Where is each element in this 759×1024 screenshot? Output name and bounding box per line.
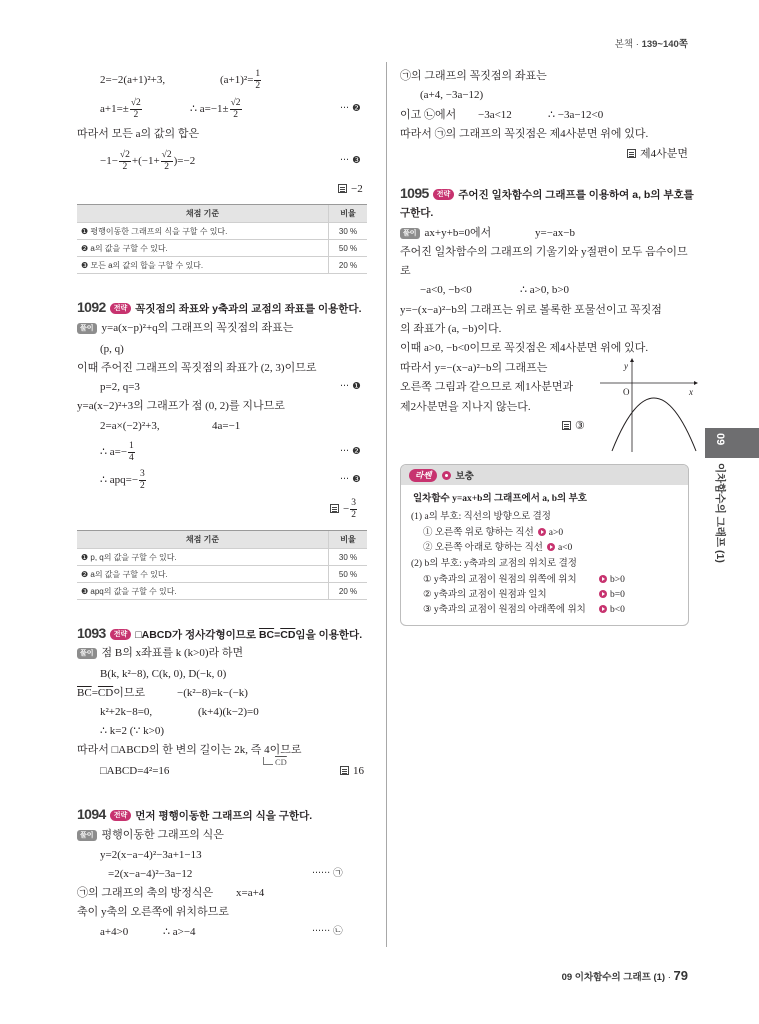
- text-line: 점 B의 x좌표를 k (k>0)라 하면: [101, 647, 244, 659]
- eq-text: (a+1)²=: [220, 74, 254, 86]
- fraction: [161, 150, 173, 173]
- origin-label: O: [623, 387, 630, 397]
- step-marker: ··· ❸: [340, 474, 361, 485]
- segment-bc: $\overline{BC}$: [77, 687, 92, 699]
- denominator: 2: [122, 161, 128, 172]
- criterion-cell: ❸ apq의 값을 구할 수 있다.: [77, 583, 329, 599]
- problem-heading-continued: [400, 203, 433, 222]
- solution-badge: 풀이: [77, 830, 97, 841]
- subitem-result: b<0: [610, 605, 625, 615]
- eq-text: ∴ a=−: [100, 446, 128, 458]
- solution-line: [77, 827, 224, 843]
- eq-line: =2(x−a−4)²−3a−12: [108, 868, 193, 880]
- side-length-2k: 2k: [234, 744, 246, 756]
- numerator: 1: [129, 440, 134, 451]
- text-line: 따라서 모든 a의 값의 합은: [77, 128, 200, 140]
- solution-line: [77, 320, 293, 336]
- column-header-criterion: 채점 기준: [77, 531, 329, 548]
- eq-line: −3a<12: [478, 109, 512, 121]
- fraction: [128, 441, 135, 464]
- arrow-circle-icon: [599, 605, 607, 613]
- text-line: y=a(x−2)²+3의 그래프가 점 (0, 2)를 지나므로: [77, 400, 285, 412]
- denominator: 2: [233, 109, 238, 120]
- eq-line: (k+4)(k−2)=0: [198, 706, 259, 718]
- strategy-text: 주어진 일차함수의 그래프를 이용하여 a, b의 부호를: [458, 189, 694, 201]
- solution-badge: 풀이: [77, 323, 97, 334]
- answer-value: ③: [575, 420, 585, 432]
- eq-line: (a+4, −3a−12): [420, 89, 484, 101]
- denominator: 2: [133, 109, 139, 120]
- table-row: [77, 549, 367, 566]
- chapter-tab-title: 이차함수의 그래프 (1): [714, 463, 726, 563]
- parabola-curve: [612, 398, 696, 451]
- eq-line: ∴ a>0, b>0: [520, 284, 570, 296]
- problem-heading: [77, 298, 361, 318]
- answer-value: 16: [353, 765, 364, 777]
- supplement-item: (2) b의 부호: y축과의 교점의 위치로 결정: [411, 559, 577, 569]
- numerator: √2: [119, 149, 130, 160]
- eq-line: ∴ k=2 (∵ k>0): [100, 725, 164, 737]
- strategy-badge: 전략: [110, 629, 132, 640]
- text-line: ㉠의 그래프의 꼭짓점의 좌표는: [400, 70, 547, 82]
- segment-bc: $\overline{BC}$: [258, 629, 275, 641]
- ratio-cell: 20 %: [338, 586, 358, 596]
- subitem-result: b=0: [610, 590, 625, 600]
- text-line: [77, 742, 301, 758]
- x-axis-label: x: [689, 387, 693, 397]
- text: 따라서 □ABCD의 한 변의 길이는: [77, 744, 235, 756]
- supplement-subitem-result: [595, 573, 625, 587]
- page-reference-label: 본책 ·: [614, 39, 639, 50]
- eq-text: 이므로: [113, 687, 146, 699]
- equation-label: ······ ㉡: [312, 926, 343, 937]
- parabola-graph: [598, 358, 698, 454]
- eq-line: p=2, q=3: [100, 381, 140, 393]
- supplement-subitem-result: [595, 588, 625, 602]
- supplement-subitem-text: ① y축과의 교점이 원점의 위쪽에 위치: [423, 575, 577, 585]
- text-line: 오른쪽 그림과 같으므로 제1사분면과: [400, 381, 574, 393]
- supplement-subitem-text: ③ y축과의 교점이 원점의 아래쪽에 위치: [423, 605, 586, 615]
- bullet-icon: [442, 471, 451, 480]
- y-axis-arrow: [630, 358, 634, 362]
- text-line: y=a(x−p)²+q의 그래프의 꼭짓점의 좌표는: [101, 322, 294, 334]
- ratio-cell: 30 %: [338, 226, 358, 236]
- step-marker: ··· ❶: [340, 381, 361, 392]
- text-line: 이때 a>0, −b<0이므로 꼭짓점은 제4사분면 위에 있다.: [400, 342, 649, 354]
- numerator: 3: [140, 468, 145, 479]
- supplement-title: 보충: [455, 471, 474, 482]
- page-reference: [615, 37, 688, 53]
- ratio-cell: 30 %: [338, 552, 358, 562]
- eq-text: )=−2: [173, 155, 196, 167]
- answer-icon: [330, 504, 339, 513]
- footer-separator: ·: [667, 972, 671, 983]
- answer: [338, 181, 363, 197]
- fraction: [254, 69, 261, 92]
- eq-text: ∴ apq=−: [100, 474, 139, 486]
- text-line: [77, 685, 145, 701]
- text-line: 의 좌표가 (a, −b)이다.: [400, 323, 502, 335]
- page-footer: [562, 967, 688, 987]
- denominator: 4: [129, 452, 134, 463]
- supplement-item: (1) a의 부호: 직선의 방향으로 결정: [411, 512, 551, 522]
- answer-icon: [340, 766, 349, 775]
- eq-line: [190, 96, 243, 122]
- table-row: [77, 566, 367, 583]
- eq-text: ∴ a=−1±: [190, 103, 229, 115]
- arrow-circle-icon: [599, 590, 607, 598]
- answer-value: 제4사분면: [639, 148, 688, 160]
- fraction: [130, 98, 142, 121]
- problem-heading: [77, 624, 362, 644]
- annotation-bracket: [263, 757, 273, 765]
- table-row: [77, 257, 367, 274]
- eq-text: a+1=±: [100, 103, 129, 115]
- arrow-circle-icon: [547, 543, 555, 551]
- answer-sign: −: [343, 503, 350, 515]
- text-line: 제2사분면을 지나지 않는다.: [400, 401, 531, 413]
- eq-line: y=2(x−a−4)²−3a+1−13: [100, 849, 202, 861]
- eq-line: −(k²−8)=k−(−k): [177, 687, 248, 699]
- text: , 즉 4이므로: [245, 744, 302, 756]
- denominator: 2: [140, 480, 145, 491]
- strategy-text: 구한다.: [400, 207, 434, 219]
- answer: [562, 418, 585, 434]
- table-row: [77, 223, 367, 240]
- equation-label: ······ ㉠: [312, 868, 343, 879]
- text-line: y=−(x−a)²−b의 그래프는 위로 볼록한 포물선이고 꼭짓점: [400, 304, 662, 316]
- supplement-header: [401, 465, 688, 485]
- eq-line: x=a+4: [236, 887, 265, 899]
- eq-line: 2=−2(a+1)²+3,: [100, 74, 166, 86]
- eq-line: □ABCD=4²=16: [100, 765, 170, 777]
- eq-line: [100, 96, 143, 122]
- answer-value: −2: [351, 183, 363, 195]
- scoring-table: [77, 530, 367, 600]
- column-header-ratio: 비율: [340, 209, 356, 218]
- numerator: √2: [130, 97, 141, 108]
- eq-line: k²+2k−8=0,: [100, 706, 153, 718]
- eq-line: [100, 148, 195, 174]
- step-marker: ··· ❷: [340, 446, 361, 457]
- text-line: 주어진 일차함수의 그래프의 기울기와 y절편이 모두 음수이므: [400, 246, 688, 258]
- answer: [340, 763, 364, 779]
- x-axis-arrow: [694, 381, 698, 385]
- supplement-subitem: [423, 541, 572, 555]
- table-row: [77, 583, 367, 600]
- ratio-cell: 50 %: [338, 243, 358, 253]
- arrow-circle-icon: [538, 528, 546, 536]
- supplement-subitem: [423, 526, 563, 540]
- eq-line: 4a=−1: [212, 420, 241, 432]
- fraction: [119, 150, 131, 173]
- problem-number: 1095: [400, 185, 429, 201]
- subitem-result: b>0: [610, 575, 625, 585]
- text-line: ㉠의 그래프의 축의 방정식은: [77, 887, 214, 899]
- solution-badge: 풀이: [400, 228, 420, 239]
- segment-cd: $\overline{CD}$: [97, 687, 114, 699]
- strategy-text: 먼저 평행이동한 그래프의 식을 구한다.: [135, 810, 313, 822]
- table-row: [77, 240, 367, 257]
- step-marker: ··· ❸: [340, 155, 361, 166]
- scoring-table: [77, 204, 367, 274]
- criterion-cell: ❷ a의 값을 구할 수 있다.: [77, 566, 329, 582]
- strategy-text: =: [274, 629, 281, 641]
- solution-line: [400, 225, 491, 241]
- page-reference-pages: 139~140쪽: [641, 39, 688, 50]
- eq-line: 2=a×(−2)²+3,: [100, 420, 160, 432]
- page-number: 79: [673, 968, 688, 983]
- answer: [330, 496, 358, 522]
- problem-number: 1093: [77, 625, 106, 641]
- numerator: √2: [230, 97, 241, 108]
- solution-badge: 풀이: [77, 648, 97, 659]
- eq-line: ∴ a>−4: [163, 926, 196, 938]
- table-header-row: [77, 531, 367, 549]
- subitem-result: a>0: [548, 528, 564, 538]
- supplement-subitem-text: ② y축과의 교점이 원점과 일치: [423, 590, 547, 600]
- step-marker: ··· ❷: [340, 103, 361, 114]
- annotation-cd: $\overline{CD}$: [275, 757, 287, 767]
- criterion-cell: ❸ 모든 a의 값의 합을 구할 수 있다.: [77, 257, 329, 273]
- text-line: 따라서 ㉠의 그래프의 꼭짓점은 제4사분면 위에 있다.: [400, 128, 649, 140]
- strategy-text: □ABCD가 정사각형이므로: [135, 629, 259, 641]
- subitem-result: a<0: [557, 543, 573, 553]
- strategy-badge: 전략: [433, 189, 455, 200]
- supplement-heading: 일차함수 y=ax+b의 그래프에서 a, b의 부호: [413, 494, 587, 504]
- problem-heading: [77, 805, 312, 825]
- problem-heading: [400, 184, 694, 204]
- text-line: 따라서 y=−(x−a)²−b의 그래프는: [400, 362, 548, 374]
- supplement-box: [400, 464, 689, 626]
- footer-chapter: 09 이차함수의 그래프 (1): [561, 972, 666, 983]
- answer-icon: [627, 149, 636, 158]
- text-line: 평행이동한 그래프의 식은: [101, 829, 224, 841]
- arrow-circle-icon: [599, 575, 607, 583]
- criterion-cell: ❷ a의 값을 구할 수 있다.: [77, 240, 329, 256]
- text-line: 로: [400, 265, 411, 277]
- eq-line: [220, 67, 262, 93]
- eq-line: [100, 467, 147, 493]
- eq-line: −a<0, −b<0: [420, 284, 472, 296]
- subitem-text: ① 오른쪽 위로 향하는 직선: [423, 528, 534, 538]
- strategy-badge: 전략: [110, 810, 132, 821]
- text-line: 이때 주어진 그래프의 꼭짓점의 좌표가 (2, 3)이므로: [77, 362, 317, 374]
- subitem-text: ② 오른쪽 아래로 향하는 직선: [423, 543, 543, 553]
- numerator: √2: [161, 149, 172, 160]
- y-axis-label: y: [624, 361, 628, 371]
- denominator: 2: [255, 80, 261, 91]
- strategy-text: 임을 이용한다.: [295, 629, 363, 641]
- text-line: 이고 ㉡에서: [400, 109, 457, 121]
- numerator: 1: [255, 68, 261, 79]
- numerator: 3: [351, 497, 356, 508]
- chapter-tab-number: 09: [714, 433, 726, 446]
- answer: [627, 146, 688, 162]
- eq-text: ax+y+b=0에서: [424, 227, 492, 239]
- eq-text: +(−1+: [131, 155, 160, 167]
- text-line: 축이 y축의 오른쪽에 위치하므로: [77, 906, 229, 918]
- strategy-badge: 전략: [110, 303, 132, 314]
- column-header-ratio: 비율: [340, 535, 356, 544]
- answer-icon: [338, 184, 347, 193]
- fraction: [139, 469, 146, 492]
- eq-line: (p, q): [100, 343, 124, 355]
- eq-line: y=−ax−b: [535, 227, 575, 239]
- fraction: [230, 98, 242, 121]
- fraction: [350, 498, 357, 521]
- criterion-cell: ❶ p, q의 값을 구할 수 있다.: [77, 549, 329, 565]
- criterion-cell: ❶ 평행이동한 그래프의 식을 구할 수 있다.: [77, 223, 329, 239]
- column-header-criterion: 채점 기준: [77, 205, 329, 222]
- strategy-text: 꼭짓점의 좌표와 y축과의 교점의 좌표를 이용한다.: [135, 303, 362, 315]
- ratio-cell: 20 %: [338, 260, 358, 270]
- table-header-row: [77, 205, 367, 223]
- ratio-cell: 50 %: [338, 569, 358, 579]
- solution-line: [77, 645, 243, 661]
- problem-number: 1092: [77, 299, 106, 315]
- denominator: 2: [351, 509, 356, 520]
- segment-cd: $\overline{CD}$: [280, 629, 296, 641]
- answer-icon: [562, 421, 571, 430]
- eq-line: a+4>0: [100, 926, 129, 938]
- eq-text: −1−: [100, 155, 118, 167]
- eq-line: ∴ −3a−12<0: [548, 109, 604, 121]
- brand-label: 라쎈: [409, 469, 437, 482]
- eq-text: =: [91, 687, 98, 699]
- eq-line: [100, 439, 136, 465]
- problem-number: 1094: [77, 806, 106, 822]
- supplement-subitem-result: [595, 603, 625, 617]
- denominator: 2: [164, 161, 170, 172]
- column-divider: [386, 62, 387, 947]
- eq-line: B(k, k²−8), C(k, 0), D(−k, 0): [100, 668, 227, 680]
